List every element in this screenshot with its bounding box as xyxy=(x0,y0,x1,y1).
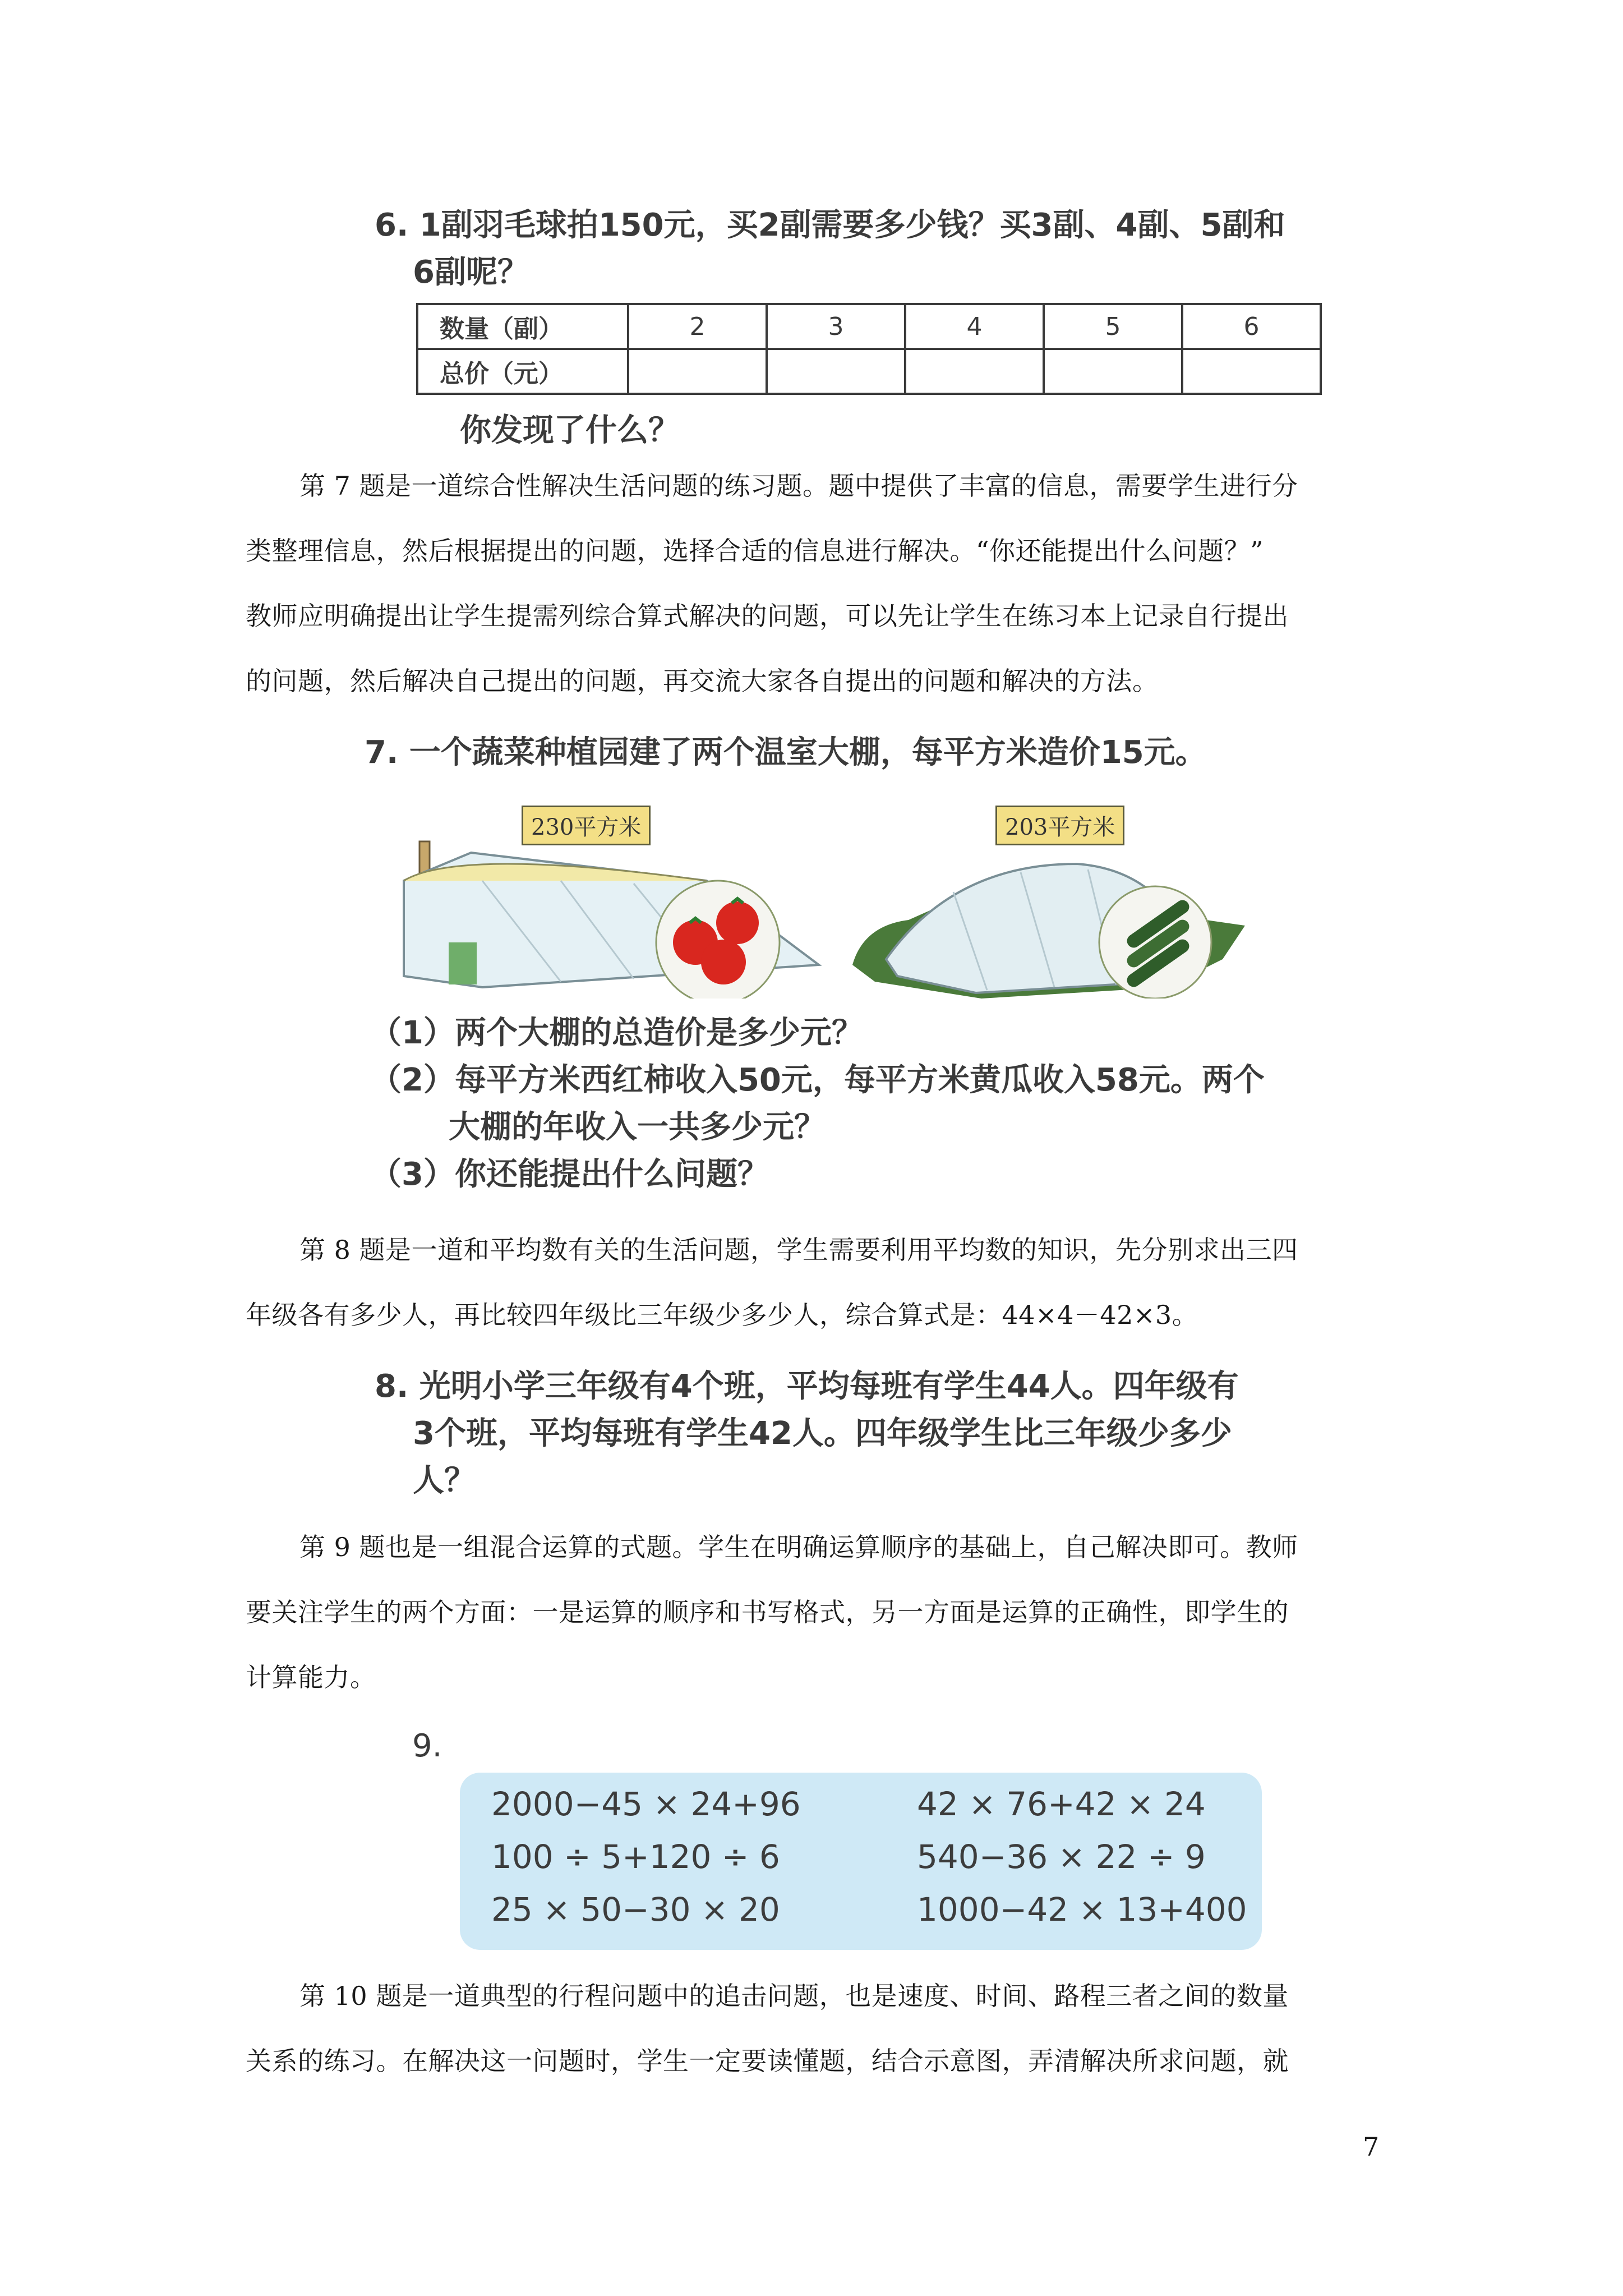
question-6-line1: 6. 1副羽毛球拍150元，买2副需要多少钱？买3副、4副、5副和 xyxy=(375,207,1285,243)
expression: 100 ÷ 5+120 ÷ 6 xyxy=(491,1838,780,1876)
table-cell: 6 xyxy=(1182,304,1321,349)
expression: 42 × 76+42 × 24 xyxy=(917,1785,1206,1823)
subquestion-3: （3）你还能提出什么问题？ xyxy=(370,1156,769,1193)
question-6-text xyxy=(375,202,1328,296)
question-7-title: 7. 一个蔬菜种植园建了两个温室大棚，每平方米造价15元。 xyxy=(365,734,1207,771)
question-6-followup: 你发现了什么？ xyxy=(460,412,680,449)
paragraph-line: 第 7 题是一道综合性解决生活问题的练习题。题中提供了丰富的信息，需要学生进行分 xyxy=(299,471,1298,501)
expression-box xyxy=(460,1773,1262,1950)
table-row xyxy=(417,304,1321,349)
area-label-1: 230平方米 xyxy=(522,806,651,845)
table-cell-empty xyxy=(628,349,767,394)
expression: 1000−42 × 13+400 xyxy=(917,1890,1247,1929)
table-cell-empty xyxy=(905,349,1044,394)
table-cell-empty xyxy=(1182,349,1321,394)
paragraph-line: 年级各有多少人，再比较四年级比三年级少多少人，综合算式是：44×4－42×3。 xyxy=(246,1300,1198,1330)
table-header-total-price: 总价（元） xyxy=(417,349,628,394)
subquestion-1: （1）两个大棚的总造价是多少元？ xyxy=(370,1015,863,1051)
greenhouse-cucumber-icon xyxy=(852,864,1245,999)
question-6-line2: 6副呢？ xyxy=(413,254,529,291)
expression: 540−36 × 22 ÷ 9 xyxy=(917,1838,1206,1876)
question-9-number: 9. xyxy=(412,1728,442,1764)
question-8-text xyxy=(375,1363,1328,1504)
table-cell: 4 xyxy=(905,304,1044,349)
table-cell: 2 xyxy=(628,304,767,349)
paragraph-line: 关系的练习。在解决这一问题时，学生一定要读懂题，结合示意图，弄清解决所求问题，就 xyxy=(246,2046,1289,2076)
greenhouses-image xyxy=(393,830,1267,999)
subquestion-2: （2）每平方米西红柿收入50元，每平方米黄瓜收入58元。两个 xyxy=(370,1062,1265,1098)
page-number: 7 xyxy=(1363,2132,1380,2162)
paragraph-line: 第 10 题是一道典型的行程问题中的追击问题，也是速度、时间、路程三者之间的数量 xyxy=(299,1981,1289,2011)
greenhouse-tomato-icon xyxy=(404,841,819,999)
table-header-quantity: 数量（副） xyxy=(417,304,628,349)
area-label-2: 203平方米 xyxy=(995,806,1124,845)
expression: 25 × 50−30 × 20 xyxy=(491,1890,780,1929)
paragraph-line: 教师应明确提出让学生提需列综合算式解决的问题，可以先让学生在练习本上记录自行提出 xyxy=(246,601,1289,631)
table-cell: 5 xyxy=(1044,304,1182,349)
teacher-note-10 xyxy=(246,1963,1378,2093)
subquestion-2-continued: 大棚的年收入一共多少元？ xyxy=(449,1109,826,1145)
question-8-line2: 3个班，平均每班有学生42人。四年级学生比三年级少多少 xyxy=(413,1415,1232,1452)
table-cell: 3 xyxy=(767,304,905,349)
question-8-line1: 8. 光明小学三年级有4个班，平均每班有学生44人。四年级有 xyxy=(375,1368,1239,1405)
greenhouse-illustration xyxy=(393,797,1267,999)
table-cell-empty xyxy=(767,349,905,394)
paragraph-line: 的问题，然后解决自己提出的问题，再交流大家各自提出的问题和解决的方法。 xyxy=(246,666,1159,696)
paragraph-line: 要关注学生的两个方面：一是运算的顺序和书写格式，另一方面是运算的正确性，即学生的 xyxy=(246,1597,1289,1627)
table-cell-empty xyxy=(1044,349,1182,394)
paragraph-line: 计算能力。 xyxy=(246,1662,376,1692)
table-row xyxy=(417,349,1321,394)
paragraph-line: 类整理信息，然后根据提出的问题，选择合适的信息进行解决。“你还能提出什么问题？” xyxy=(246,536,1264,566)
price-table xyxy=(416,303,1322,395)
expression: 2000−45 × 24+96 xyxy=(491,1785,801,1823)
question-8-line3: 人？ xyxy=(413,1462,476,1499)
question-7-subquestions xyxy=(370,1010,1324,1198)
teacher-note-7 xyxy=(246,453,1378,714)
paragraph-line: 第 8 题是一道和平均数有关的生活问题，学生需要利用平均数的知识，先分别求出三四 xyxy=(299,1235,1298,1265)
teacher-note-8 xyxy=(246,1217,1378,1347)
teacher-note-9 xyxy=(246,1515,1378,1710)
paragraph-line: 第 9 题也是一组混合运算的式题。学生在明确运算顺序的基础上，自己解决即可。教师 xyxy=(299,1532,1298,1562)
